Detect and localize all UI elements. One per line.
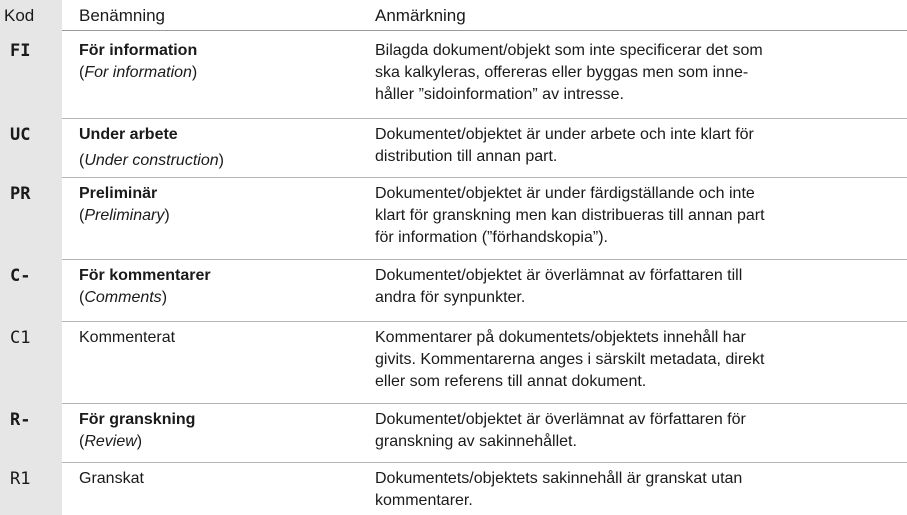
row-divider xyxy=(62,321,907,322)
row-code: R1 xyxy=(10,469,31,489)
row-remark xyxy=(375,409,905,453)
remark-line: granskning av sakinnehållet. xyxy=(375,433,577,450)
remark-line: Dokumentet/objektet är överlämnat av författaren för xyxy=(375,411,746,428)
remark-line: Dokumentet/objektet är under färdigställande och inte xyxy=(375,185,755,202)
row-remark xyxy=(375,183,905,249)
row-remark xyxy=(375,265,905,309)
row-code: C1 xyxy=(10,328,31,348)
row-name xyxy=(79,327,364,349)
row-divider xyxy=(62,403,907,404)
code-column-background xyxy=(0,0,62,515)
row-name xyxy=(79,124,364,172)
remark-line: distribution till annan part. xyxy=(375,148,558,165)
row-remark xyxy=(375,124,905,168)
row-name xyxy=(79,183,364,227)
remark-line: klart för granskning men kan distribueras till annan part xyxy=(375,207,765,224)
row-name-swedish: För information xyxy=(79,42,198,59)
remark-line: kommentarer. xyxy=(375,492,473,509)
row-code: PR xyxy=(10,184,31,204)
row-name-swedish: Kommenterat xyxy=(79,329,176,346)
remark-line: givits. Kommentarerna anges i särskilt metadata, direkt xyxy=(375,351,765,368)
row-remark xyxy=(375,468,905,512)
remark-line: Kommentarer på dokumentets/objektets innehåll har xyxy=(375,329,746,346)
row-divider xyxy=(62,462,907,463)
row-name-english: (Review) xyxy=(79,433,143,450)
row-code: C- xyxy=(10,266,31,286)
row-code: FI xyxy=(10,41,31,61)
row-name xyxy=(79,40,364,84)
row-name-english: (Comments) xyxy=(79,289,168,306)
remark-line: andra för synpunkter. xyxy=(375,289,526,306)
remark-line: Dokumentet/objektet är under arbete och inte klart för xyxy=(375,126,754,143)
row-name xyxy=(79,468,364,490)
row-name-swedish: Under arbete xyxy=(79,126,178,143)
row-divider xyxy=(62,259,907,260)
remark-line: Bilagda dokument/objekt som inte specificerar det som xyxy=(375,42,763,59)
row-name-swedish: Granskat xyxy=(79,470,144,487)
remark-line: Dokumentet/objektet är överlämnat av författaren till xyxy=(375,267,743,284)
row-name-swedish: För granskning xyxy=(79,411,196,428)
row-divider xyxy=(62,177,907,178)
remark-line: för information (”förhandskopia”). xyxy=(375,229,608,246)
row-code: R- xyxy=(10,410,31,430)
remark-line: ska kalkyleras, offereras eller byggas men som inne- xyxy=(375,64,749,81)
row-name-swedish: För kommentarer xyxy=(79,267,211,284)
row-name-swedish: Preliminär xyxy=(79,185,158,202)
remark-line: eller som referens till annat dokument. xyxy=(375,373,647,390)
remark-line: håller ”sidoinformation” av intresse. xyxy=(375,86,624,103)
row-name-english: (Preliminary) xyxy=(79,207,170,224)
remark-line: Dokumentets/objektets sakinnehåll är granskat utan xyxy=(375,470,743,487)
header-name: Benämning xyxy=(79,6,166,25)
row-name-english: (For information) xyxy=(79,64,198,81)
header-code: Kod xyxy=(4,6,35,25)
row-remark xyxy=(375,327,905,393)
row-remark xyxy=(375,40,905,106)
row-name-english: (Under construction) xyxy=(79,152,224,169)
row-name xyxy=(79,409,364,453)
row-name xyxy=(79,265,364,309)
header-divider xyxy=(62,30,907,31)
row-code: UC xyxy=(10,125,31,145)
row-divider xyxy=(62,118,907,119)
header-remark: Anmärkning xyxy=(375,6,466,25)
